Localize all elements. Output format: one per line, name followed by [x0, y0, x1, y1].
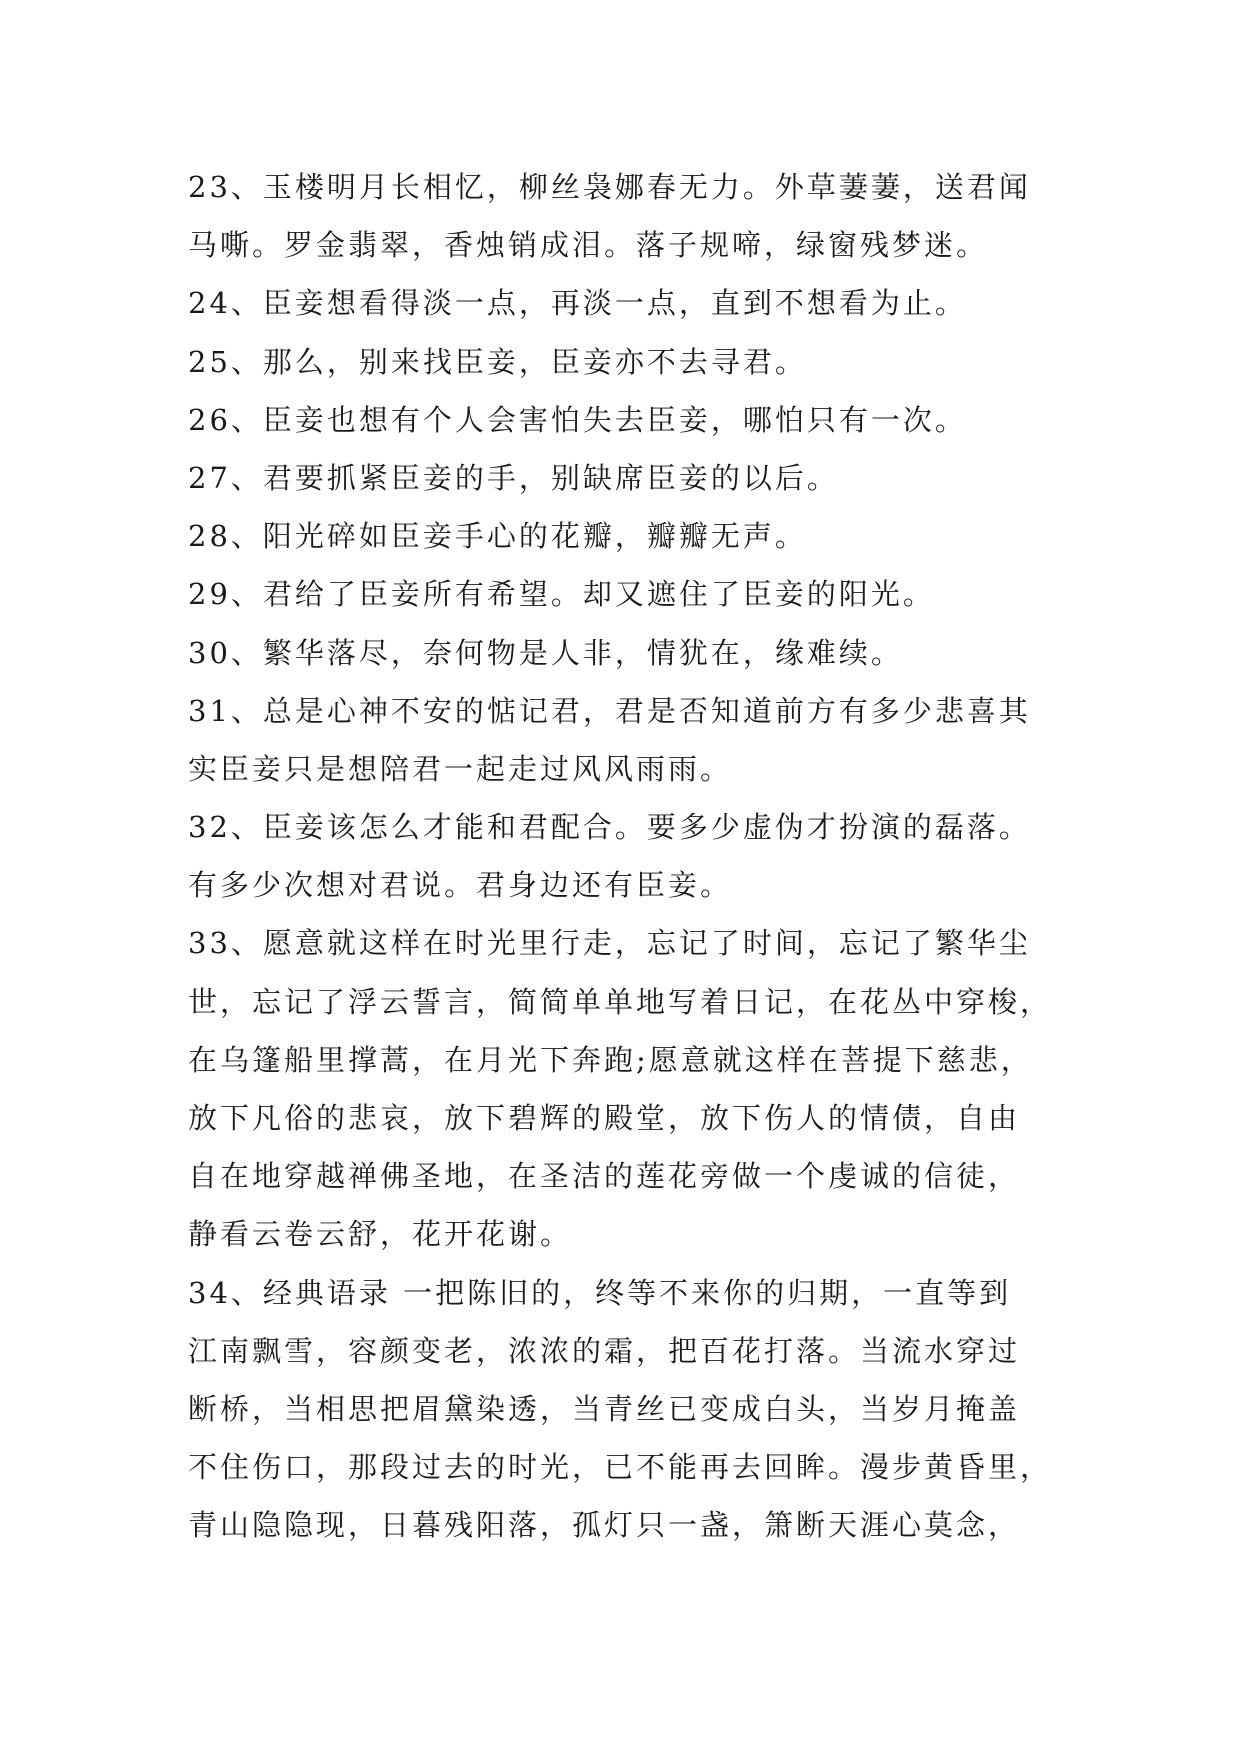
text-line: 实臣妾只是想陪君一起走过风风雨雨。: [188, 751, 733, 786]
text-line: 31、总是心神不安的惦记君，君是否知道前方有多少悲喜其: [188, 693, 1031, 728]
text-line: 23、玉楼明月长相忆，柳丝袅娜春无力。外草萋萋，送君闻: [188, 170, 1031, 204]
text-line: 在乌篷船里撑蒿，在月光下奔跑;愿意就这样在菩提下慈悲，: [188, 1042, 1033, 1077]
text-line: 放下凡俗的悲哀，放下碧辉的殿堂，放下伤人的情债，自由: [188, 1101, 1021, 1135]
text-line: 江南飘雪，容颜变老，浓浓的霜，把百花打落。当流水穿过: [188, 1333, 1021, 1368]
text-line: 24、臣妾想看得淡一点，再淡一点，直到不想看为止。: [188, 286, 967, 321]
text-line: 有多少次想对君说。君身边还有臣妾。: [188, 868, 733, 903]
text-line: 27、君要抓紧臣妾的手，别缺席臣妾的以后。: [188, 460, 839, 495]
text-line: 28、阳光碎如臣妾手心的花瓣，瓣瓣无声。: [188, 519, 807, 554]
text-line: 断桥，当相思把眉黛染透，当青丝已变成白头，当岁月掩盖: [188, 1391, 1021, 1426]
text-line: 30、繁华落尽，奈何物是人非，情犹在，缘难续。: [188, 635, 903, 670]
text-line: 26、臣妾也想有个人会害怕失去臣妾，哪怕只有一次。: [188, 402, 967, 437]
text-line: 青山隐隐现，日暮残阳落，孤灯只一盏，箫断天涯心莫念，: [188, 1508, 1021, 1543]
text-line: 25、那么，别来找臣妾，臣妾亦不去寻君。: [188, 344, 807, 379]
text-line: 34、经典语录 一把陈旧的，终等不来你的归期，一直等到: [188, 1275, 1012, 1310]
text-line: 32、臣妾该怎么才能和君配合。要多少虚伪才扮演的磊落。: [188, 810, 1031, 845]
text-line: 不住伤口，那段过去的时光，已不能再去回眸。漫步黄昏里，: [188, 1450, 1053, 1485]
text-line: 马嘶。罗金翡翠，香烛销成泪。落子规啼，绿窗残梦迷。: [188, 228, 989, 263]
text-line: 世，忘记了浮云誓言，简简单单地写着日记，在花丛中穿梭，: [188, 984, 1053, 1019]
document-body: [188, 158, 1068, 1555]
text-line: 33、愿意就这样在时光里行走，忘记了时间，忘记了繁华尘: [188, 926, 1031, 961]
text-line: 29、君给了臣妾所有希望。却又遮住了臣妾的阳光。: [188, 577, 935, 612]
text-line: 静看云卷云舒，花开花谢。: [188, 1217, 573, 1252]
text-line: 自在地穿越禅佛圣地，在圣洁的莲花旁做一个虔诚的信徒，: [188, 1159, 1021, 1194]
